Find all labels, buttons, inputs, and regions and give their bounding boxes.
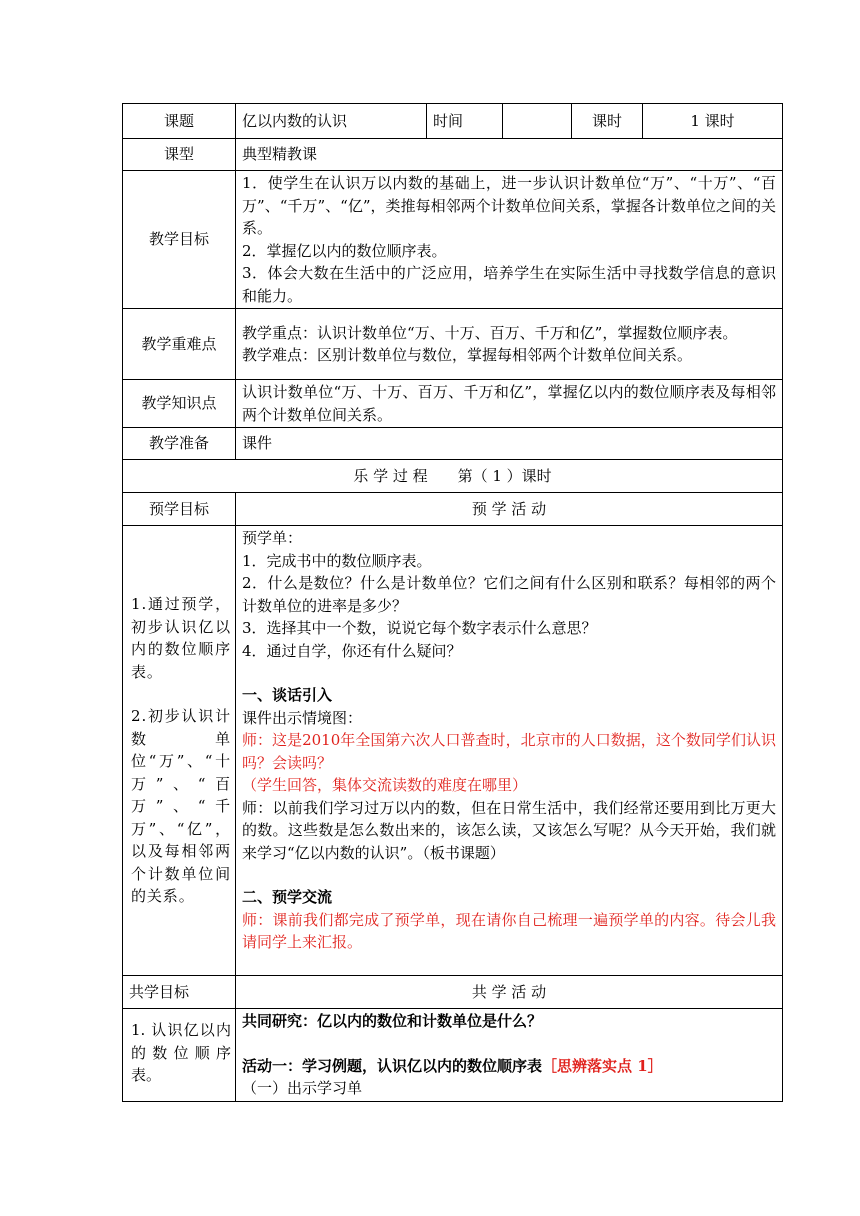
keypoints-label: 教学重难点: [123, 309, 236, 380]
activity1-sub1: （一）出示学习单: [242, 1079, 363, 1097]
cowork-research-title: 共同研究：亿以内的数位和计数单位是什么？: [242, 1012, 543, 1030]
objective-3: 3．体会大数在生活中的广泛应用，培养学生在实际生活中寻找数学信息的意识和能力。: [242, 264, 776, 305]
preview-goals-cell: [123, 526, 236, 976]
objective-2: 2．掌握亿以内的数位顺序表。: [242, 241, 447, 260]
preview-sheet-item-2: 2．什么是数位？什么是计数单位？它们之间有什么区别和联系？每相邻的两个计数单位的进率是多少？: [242, 574, 776, 615]
time-value: [503, 104, 572, 139]
section1-students: （学生回答，集体交流读数的难度在哪里）: [242, 776, 528, 794]
prep-row: [123, 428, 783, 460]
keypoint-focus: 教学重点：认识计数单位“万、十万、百万、千万和亿”，掌握数位顺序表。: [242, 323, 738, 342]
knowledge-row: [123, 380, 783, 428]
section-gap-2: [242, 864, 776, 886]
section2-title: 二、预学交流: [242, 888, 333, 906]
process-title-row: [123, 460, 783, 493]
section1-title: 一、谈话引入: [242, 686, 333, 704]
section1-teacher: 师：这是2010年全国第六次人口普查时，北京市的人口数据，这个数同学们认识吗？会读吗？: [242, 731, 776, 772]
preview-sheet-item-4: 4．通过自学，你还有什么疑问？: [242, 641, 462, 660]
preview-goal-2: 2.初步认识计数单位“万”、“十万”、“百万”、“千万”、“亿”，以及每相邻两个计数单位间的关系。: [131, 707, 231, 906]
objective-1: 1．使学生在认识万以内数的基础上，进一步认识计数单位“万”、“十万”、“百万”、“千万”、“亿”，类推每相邻两个计数单位间关系，掌握各计数单位之间的关系。: [242, 174, 776, 237]
objectives-row: [123, 171, 783, 309]
prep-value: 课件: [236, 428, 783, 460]
cowork-goal-1: 1. 认识亿以内的数位顺序表。: [131, 1021, 231, 1084]
section1-intro: 课件出示情境图：: [242, 708, 363, 727]
preview-activities-cell: [236, 526, 783, 976]
type-label: 课型: [123, 139, 236, 171]
preview-sheet-item-3: 3．选择其中一个数，说说它每个数字表示什么意思？: [242, 619, 597, 637]
preview-goal-label: 预学目标: [123, 493, 236, 526]
topic-row: [123, 104, 783, 139]
preview-sheet-item-1: 1．完成书中的数位顺序表。: [242, 551, 432, 570]
activity1-tag: ［思辨落实点 1］: [542, 1056, 663, 1075]
activity1-title: 活动一：学习例题，认识亿以内的数位顺序表: [242, 1056, 543, 1075]
cowork-body-row: [123, 1009, 783, 1102]
keypoints-row: [123, 309, 783, 380]
keypoint-difficulty: 教学难点：区别计数单位与数位，掌握每相邻两个计数单位间关系。: [242, 346, 693, 364]
type-row: [123, 139, 783, 171]
time-label: 时间: [427, 104, 503, 139]
cowork-activities-cell: [236, 1009, 783, 1102]
preview-sheet-title: 预学单：: [242, 529, 303, 547]
knowledge-label: 教学知识点: [123, 380, 236, 428]
keypoints-cell: [236, 309, 783, 380]
period-value: 1 课时: [643, 104, 783, 139]
period-label: 课时: [572, 104, 643, 139]
cowork-activity-label: 共 学 活 动: [236, 976, 783, 1009]
activity1-line: [242, 1055, 776, 1078]
prep-label: 教学准备: [123, 428, 236, 460]
section2-teacher: 师：课前我们都完成了预学单，现在请你自己梳理一遍预学单的内容。待会儿我请同学上来汇报。: [242, 910, 776, 951]
type-value: 典型精教课: [236, 139, 783, 171]
topic-label: 课题: [123, 104, 236, 139]
preview-activity-label: 预 学 活 动: [236, 493, 783, 526]
lesson-plan-table: [122, 103, 783, 1102]
preview-goal-1: 1.通过预学，初步认识亿以内的数位顺序表。: [131, 595, 231, 681]
cowork-header-row: [123, 976, 783, 1009]
cowork-goal-cell: [123, 1009, 236, 1102]
process-title: 乐 学 过 程 第（ 1 ）课时: [123, 460, 783, 493]
cowork-goal-label: 共学目标: [123, 976, 236, 1009]
preview-goal-gap: [131, 683, 231, 705]
preview-header-row: [123, 493, 783, 526]
objectives-cell: [236, 171, 783, 309]
preview-body-row: [123, 526, 783, 976]
section1-teacher2: 师：以前我们学习过万以内的数，但在日常生活中，我们经常还要用到比万更大的数。这些数是怎么数出来的，该怎么读，又该怎么写呢？从今天开始，我们就来学习“亿以内数的认识”。（板书课题）: [242, 798, 776, 862]
cowork-gap: [242, 1033, 776, 1055]
knowledge-value: 认识计数单位“万、十万、百万、千万和亿”，掌握亿以内的数位顺序表及每相邻两个计数单位间关系。: [236, 380, 783, 428]
topic-value: 亿以内数的认识: [236, 104, 427, 139]
objectives-label: 教学目标: [123, 171, 236, 309]
section-gap-1: [242, 662, 776, 684]
